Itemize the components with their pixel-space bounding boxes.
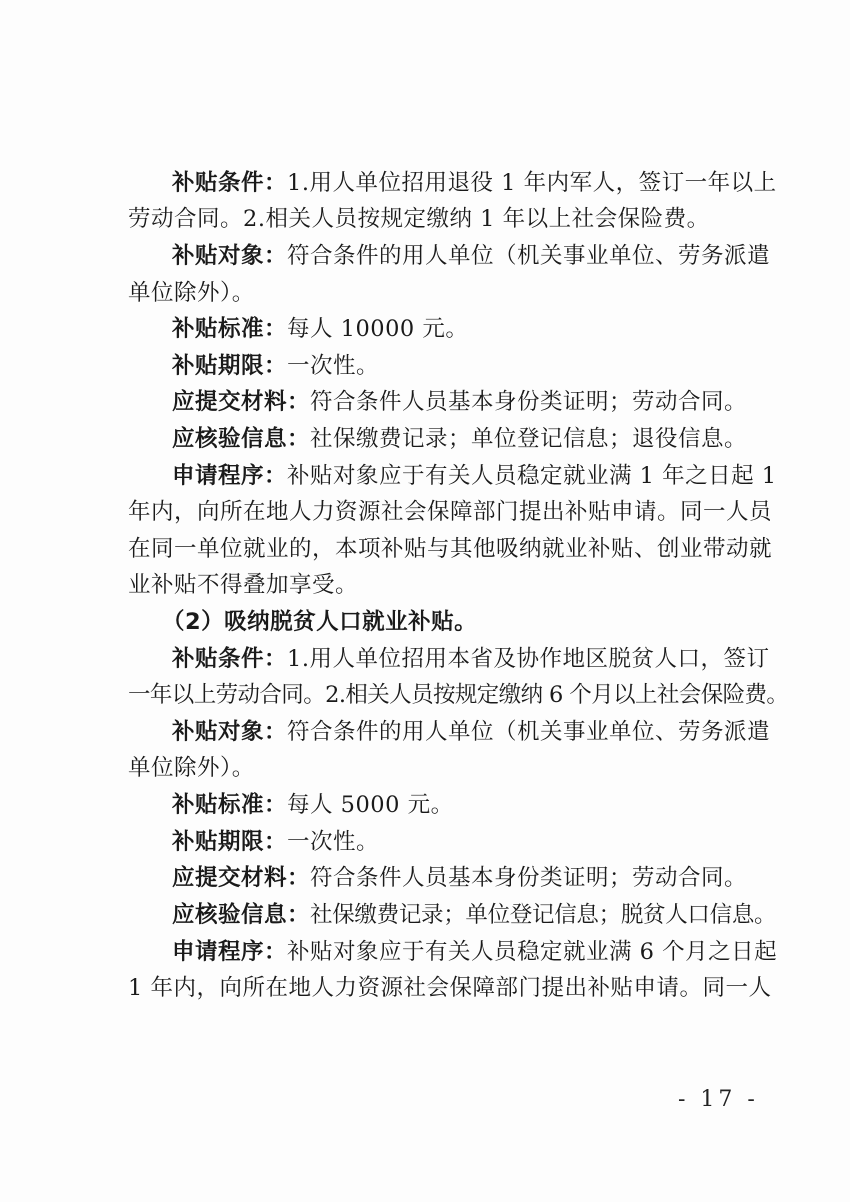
subsidy-target-2-line-2: 单位除外）。 [128, 755, 255, 781]
subsidy-target-line-1: 补贴对象：符合条件的用人单位（机关事业单位、劳务派遣 [172, 243, 771, 269]
subsidy-conditions-line-1: 补贴条件：1.用人单位招用退役 1 年内军人，签订一年以上 [172, 170, 777, 196]
subsidy-conditions-2-line-1: 补贴条件：1.用人单位招用本省及协作地区脱贫人口，签订 [172, 646, 770, 672]
application-procedure-line-4: 业补贴不得叠加享受。 [128, 572, 359, 598]
subsidy-target-2-line-1: 补贴对象：符合条件的用人单位（机关事业单位、劳务派遣 [172, 719, 771, 745]
verification-info-line: 应核验信息：社保缴费记录；单位登记信息；退役信息。 [172, 426, 748, 452]
application-procedure-2-line-1: 申请程序：补贴对象应于有关人员稳定就业满 6 个月之日起 [172, 939, 778, 965]
subsidy-conditions-2-line-2: 一年以上劳动合同。2.相关人员按规定缴纳 6 个月以上社会保险费。 [128, 682, 789, 708]
subsidy-period-line: 补贴期限：一次性。 [172, 353, 380, 379]
application-procedure-line-2: 年内，向所在地人力资源社会保障部门提出补贴申请。同一人员 [128, 499, 773, 525]
subsidy-conditions-line-2: 劳动合同。2.相关人员按规定缴纳 1 年以上社会保险费。 [128, 206, 710, 232]
required-materials-line: 应提交材料：符合条件人员基本身份类证明；劳动合同。 [172, 389, 748, 415]
subsidy-period-2-line: 补贴期限：一次性。 [172, 829, 380, 855]
subsidy-standard-2-line: 补贴标准：每人 5000 元。 [172, 792, 454, 818]
section-heading: （2）吸纳脱贫人口就业补贴。 [162, 609, 478, 635]
application-procedure-line-3: 在同一单位就业的，本项补贴与其他吸纳就业补贴、创业带动就 [128, 536, 773, 562]
verification-info-2-line: 应核验信息：社保缴费记录；单位登记信息；脱贫人口信息。 [172, 902, 777, 928]
subsidy-standard-line: 补贴标准：每人 10000 元。 [172, 316, 469, 342]
application-procedure-line-1: 申请程序：补贴对象应于有关人员稳定就业满 1 年之日起 1 [172, 463, 777, 489]
application-procedure-2-line-2: 1 年内，向所在地人力资源社会保障部门提出补贴申请。同一人 [128, 975, 772, 1001]
page-number: - 17 - [678, 1087, 759, 1112]
subsidy-target-line-2: 单位除外）。 [128, 280, 255, 306]
required-materials-2-line: 应提交材料：符合条件人员基本身份类证明；劳动合同。 [172, 865, 748, 891]
